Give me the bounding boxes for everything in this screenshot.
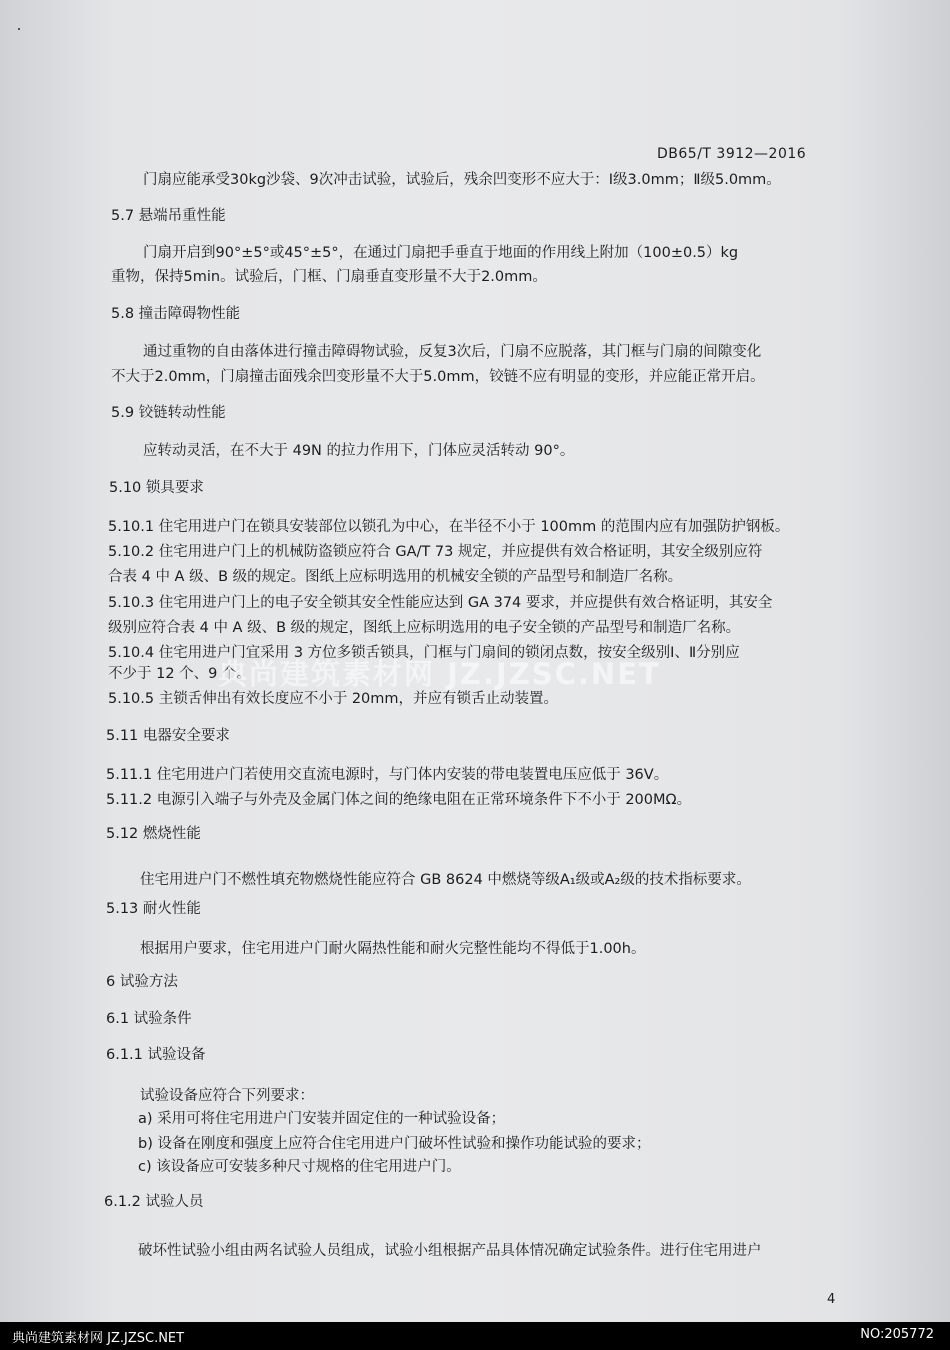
list-item: b) 设备在刚度和强度上应符合住宅用进户门破坏性试验和操作功能试验的要求； [138,1136,651,1152]
paragraph-line: 试验设备应符合下列要求： [140,1088,314,1104]
paragraph-line: 住宅用进户门不燃性填充物燃烧性能应符合 GB 8624 中燃烧等级A₁级或A₂级的技术指标要求。 [140,872,751,888]
paragraph-line: 5.10.5 主锁舌伸出有效长度应不小于 20mm，并应有锁舌止动装置。 [108,691,559,707]
paragraph-line: 门扇应能承受30kg沙袋、9次冲击试验，试验后，残余凹变形不应大于：Ⅰ级3.0mm；Ⅱ级5.0mm。 [143,172,781,188]
section-heading: 5.11 电器安全要求 [106,728,230,744]
section-heading: 5.13 耐火性能 [106,901,201,917]
paragraph-line: 破坏性试验小组由两名试验人员组成，试验小组根据产品具体情况确定试验条件。进行住宅用进户 [138,1243,762,1259]
paragraph-line: 5.10.3 住宅用进户门上的电子安全锁其安全性能应达到 GA 374 要求，并应提供有效合格证明，其安全 [108,595,773,611]
list-item: c) 该设备应可安装多种尺寸规格的住宅用进户门。 [138,1159,461,1175]
footer-site-name: 典尚建筑素材网 JZ.JZSC.NET [12,1331,185,1346]
section-heading: 6.1.1 试验设备 [106,1047,206,1063]
paragraph-line: 5.10.2 住宅用进户门上的机械防盗锁应符合 GA/T 73 规定，并应提供有效合格证明，其安全级别应符 [108,544,763,560]
paragraph-line: 5.10.4 住宅用进户门宜采用 3 方位多锁舌锁具，门框与门扇间的锁闭点数，按安全级别Ⅰ、Ⅱ分别应 [108,645,740,661]
page-number: 4 [827,1292,836,1307]
watermark: 典尚建筑素材网 JZ.JZSC.NET [218,657,661,691]
section-heading: 5.9 铰链转动性能 [111,405,226,421]
paragraph-line: 5.11.2 电源引入端子与外壳及金属门体之间的绝缘电阻在正常环境条件下不小于 200MΩ。 [106,792,692,808]
section-heading: 5.12 燃烧性能 [106,826,201,842]
footer-id: NO:205772 [860,1327,934,1342]
section-heading: 6.1.2 试验人员 [104,1194,204,1210]
paragraph-line: 级别应符合表 4 中 A 级、B 级的规定，图纸上应标明选用的电子安全锁的产品型号和制造厂名称。 [108,620,741,636]
paragraph-line: 重物，保持5min。试验后，门框、门扇垂直变形量不大于2.0mm。 [111,269,547,285]
section-heading: 6.1 试验条件 [106,1011,192,1027]
chapter-heading: 6 试验方法 [106,974,178,990]
paragraph-line: 不少于 12 个、9 个。 [108,666,252,682]
standard-code: DB65/T 3912—2016 [657,146,807,162]
section-heading: 5.7 悬端吊重性能 [111,208,226,224]
list-item: a) 采用可将住宅用进户门安装并固定住的一种试验设备； [138,1111,506,1127]
paragraph-line: 5.11.1 住宅用进户门若使用交直流电源时，与门体内安装的带电装置电压应低于 36V。 [106,767,669,783]
paragraph-line: 通过重物的自由落体进行撞击障碍物试验，反复3次后，门扇不应脱落，其门框与门扇的间隙变化 [143,344,762,360]
paragraph-line: 应转动灵活，在不大于 49N 的拉力作用下，门体应灵活转动 90°。 [143,443,575,459]
section-heading: 5.8 撞击障碍物性能 [111,306,241,322]
paragraph-line: 不大于2.0mm，门扇撞击面残余凹变形量不大于5.0mm，铰链不应有明显的变形，并应能正常开启。 [111,369,765,385]
scan-speck [18,28,20,30]
paragraph-line: 根据用户要求，住宅用进户门耐火隔热性能和耐火完整性能均不得低于1.00h。 [140,941,646,957]
footer-bar [0,1322,950,1350]
section-heading: 5.10 锁具要求 [109,480,204,496]
paragraph-line: 合表 4 中 A 级、B 级的规定。图纸上应标明选用的机械安全锁的产品型号和制造厂名称。 [108,569,683,585]
paragraph-line: 5.10.1 住宅用进户门在锁具安装部位以锁孔为中心，在半径不小于 100mm 的范围内应有加强防护钢板。 [108,519,790,535]
paragraph-line: 门扇开启到90°±5°或45°±5°，在通过门扇把手垂直于地面的作用线上附加（100±0.5）kg [143,245,739,261]
